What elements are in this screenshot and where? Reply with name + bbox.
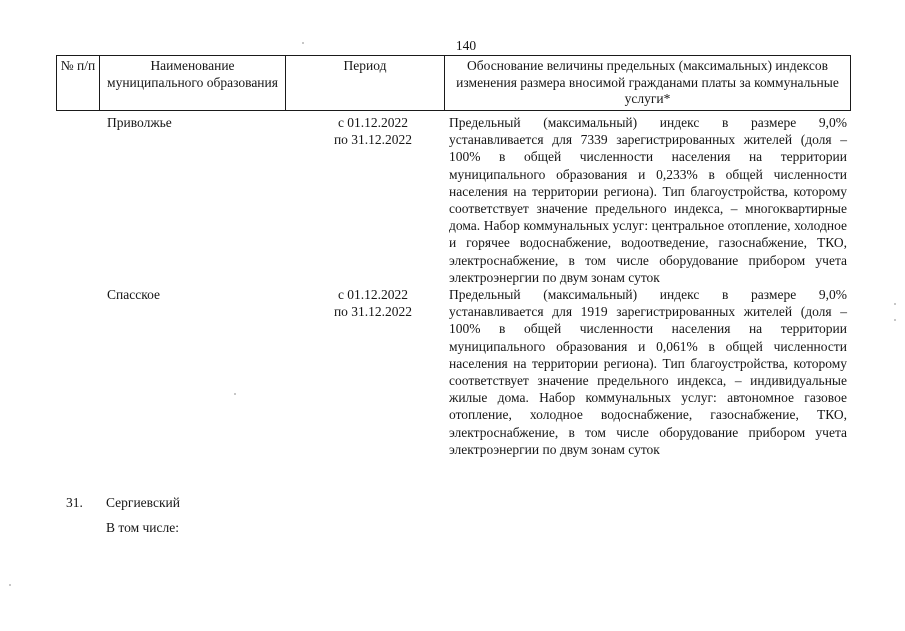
header-justification: Обоснование величины предельных (максимальных) индексов изменения размера вносимой гражданами платы за коммунальные услуги*: [445, 56, 851, 111]
period-cell: [285, 286, 444, 458]
row-number: [56, 114, 99, 286]
period-to: по 31.12.2022: [333, 132, 413, 148]
scan-speck: [302, 42, 304, 44]
period-to: по 31.12.2022: [333, 304, 413, 320]
municipality-name: Спасское: [107, 287, 160, 303]
section-subtitle: В том числе:: [106, 520, 179, 535]
table-row: [56, 114, 850, 286]
row-number: [56, 286, 99, 458]
justification-text: Предельный (максимальный) индекс в размере 9,0% устанавливается для 7339 зарегистрированных жителей (доля – 100% в общей численности населения на территории муниципального образования и 0,233% в общей численности населения на территории региона). Тип благоустройства, которому соответствует значение предельного индекса, – многоквартирные дома. Набор коммунальных услуг: центральное отопление, холодное и горячее водоснабжение, водоотведение, газоснабжение, ТКО, электроснабжение, в том числе оборудование прибором учета электроэнергии по двум зонам суток: [449, 115, 847, 285]
municipality-name: Приволжье: [107, 115, 172, 130]
scan-speck: [9, 584, 11, 586]
scan-speck: [234, 393, 236, 395]
justification-text: Предельный (максимальный) индекс в размере 9,0% устанавливается для 1919 зарегистрированных жителей (доля – 100% в общей численности населения на территории муниципального образования и 0,061% в общей численности населения на территории региона). Тип благоустройства, которому соответствует значение предельного индекса, – индивидуальные жилые дома. Набор коммунальных услуг: автономное газовое отопление, холодное водоснабжение, газоснабжение, ТКО, электроснабжение, в том числе оборудование прибором учета электроэнергии по двум зонам суток: [449, 287, 847, 457]
page-number: 140: [455, 38, 477, 53]
table-row: [56, 286, 850, 458]
period-from: с 01.12.2022: [337, 115, 409, 130]
scan-speck: [894, 319, 896, 321]
section-name: Сергиевский: [106, 495, 180, 510]
header-number: № п/п: [57, 56, 100, 111]
table-header: [56, 55, 851, 111]
header-municipality: Наименование муниципального образования: [100, 56, 286, 111]
period-cell: [285, 114, 444, 286]
section-number: 31.: [66, 495, 83, 510]
period-from: с 01.12.2022: [337, 287, 409, 303]
table-body: [56, 114, 850, 458]
header-period: Период: [286, 56, 445, 111]
scan-speck: [894, 303, 896, 305]
